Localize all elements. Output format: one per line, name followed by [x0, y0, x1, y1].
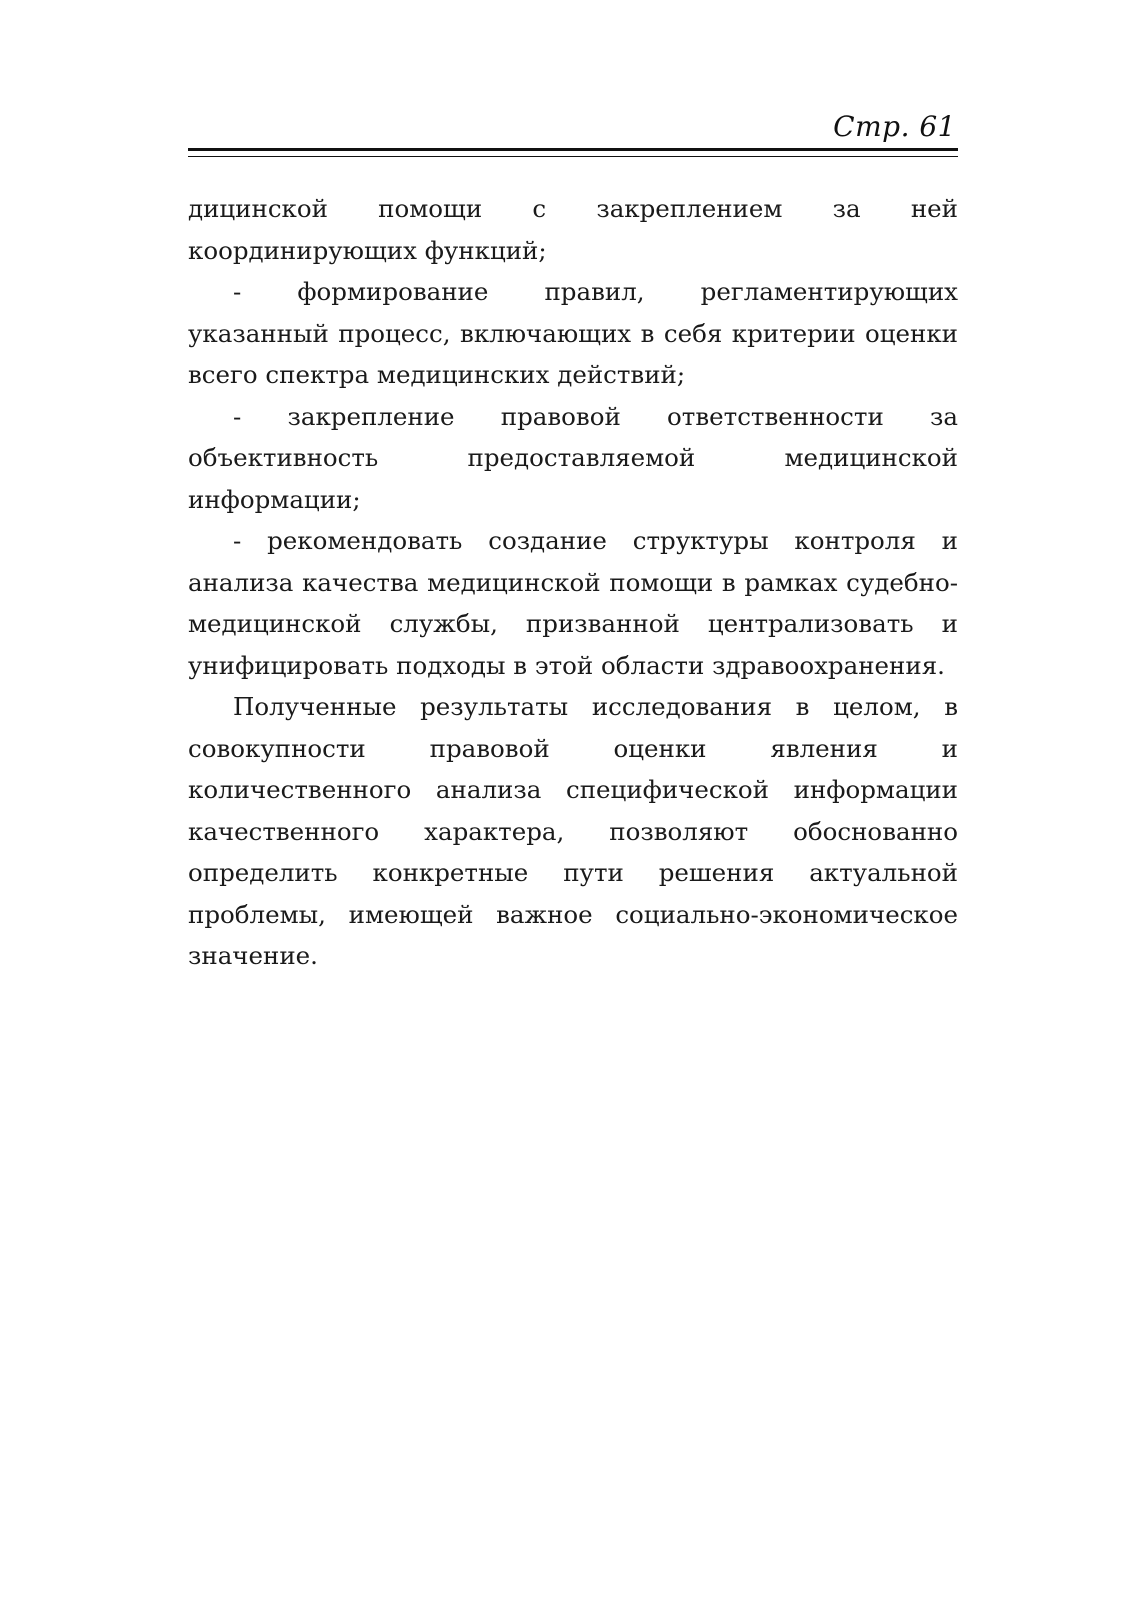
list-item-responsibility: - закрепление правовой ответственности за объективность предоставляемой медицинской информации;: [188, 401, 958, 514]
header-rule-thin: [188, 156, 958, 157]
page-number: Стр. 61: [833, 110, 956, 143]
paragraph-conclusion: Полученные результаты исследования в целом, в совокупности правовой оценки явления и количественного анализа специфической информации качественного характера, позволяют обоснованно определить конкретные пути решения актуальной проблемы, имеющей важное социально-экономическое значение.: [188, 692, 958, 970]
page-body: [188, 188, 958, 977]
paragraph-continuation: дицинской помощи с закреплением за ней координирующих функций;: [188, 194, 958, 265]
list-item-rules: - формирование правил, регламентирующих указанный процесс, включающих в себя критерии оценки всего спектра медицинских действий;: [188, 277, 958, 389]
page-header: [188, 110, 958, 162]
header-rule-thick: [188, 148, 958, 151]
list-item-recommendation: - рекомендовать создание структуры контроля и анализа качества медицинской помощи в рамках судебно-медицинской службы, призванной централизовать и унифицировать подходы в этой области здравоохранения.: [188, 526, 958, 680]
